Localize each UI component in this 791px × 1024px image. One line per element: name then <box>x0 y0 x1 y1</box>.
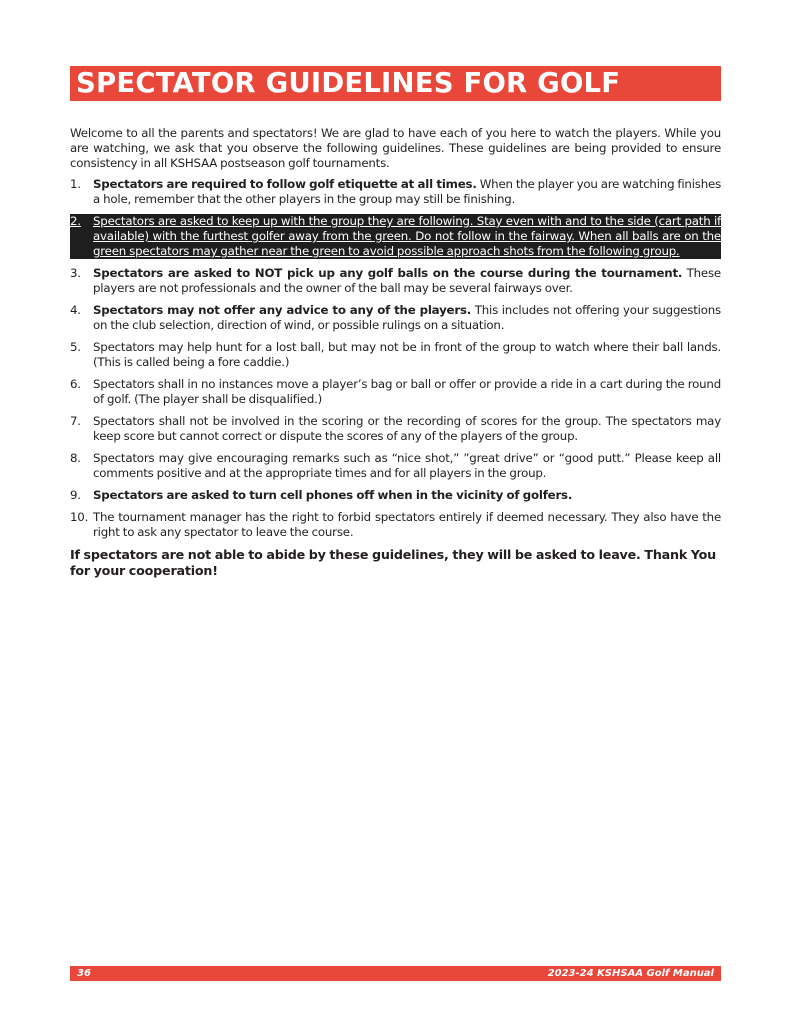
item-bold-text: Spectators are required to follow golf etiquette at all times. <box>93 177 477 191</box>
item-text: The tournament manager has the right to forbid spectators entirely if deemed necessary. They also have the right to ask any spectator to leave the course. <box>93 510 721 539</box>
item-body <box>93 510 721 540</box>
page-title: SPECTATOR GUIDELINES FOR GOLF <box>76 67 621 99</box>
item-text: Spectators may give encouraging remarks such as “nice shot,” ”great drive” or “good putt.” Please keep all comments positive and at the appropriate times and for all players in the group. <box>93 451 721 480</box>
item-text: Spectators shall in no instances move a player’s bag or ball or offer or provide a ride in a cart during the round of golf. (The player shall be disqualified.) <box>93 377 721 406</box>
item-number: 5. <box>70 340 81 354</box>
intro-paragraph: Welcome to all the parents and spectators! We are glad to have each of you here to watch the players. While you are watching, we ask that you observe the following guidelines. These guidelines are being provided to ensure consistency in all KSHSAA postseason golf tournaments. <box>70 126 721 170</box>
item-text: When the player you are watching finishes a hole, remember that the other players in the group may still be finishing. <box>93 177 722 206</box>
item-body <box>93 451 721 481</box>
list-item <box>70 177 721 207</box>
item-number: 2. <box>70 214 81 228</box>
item-number: 1. <box>70 177 81 191</box>
item-text: This includes not offering your suggestions on the club selection, direction of wind, or possible rulings on a situation. <box>93 303 721 332</box>
list-item-highlighted <box>70 214 721 259</box>
list-item <box>70 303 721 333</box>
item-body <box>93 177 721 207</box>
list-item <box>70 451 721 481</box>
item-number: 6. <box>70 377 81 391</box>
item-text: Spectators are asked to keep up with the group they are following. Stay even with and to the side (cart path if available) with the furthest golfer away from the green. Do not follow in the fairway. When all balls are on the green spectators may gather near the green to avoid possible approach shots from the following group. <box>93 214 721 258</box>
guidelines-list <box>70 177 721 540</box>
item-number: 3. <box>70 266 81 280</box>
closing-statement: If spectators are not able to abide by these guidelines, they will be asked to leave. Thank You for your cooperation! <box>70 547 716 578</box>
title-bar <box>70 66 721 101</box>
item-body <box>93 340 721 370</box>
item-number: 7. <box>70 414 81 428</box>
item-body <box>93 414 721 444</box>
item-body <box>93 303 721 333</box>
item-text: Spectators may help hunt for a lost ball, but may not be in front of the group to watch where their ball lands. (This is called being a fore caddie.) <box>93 340 721 369</box>
manual-title: 2023-24 KSHSAA Golf Manual <box>547 968 714 979</box>
list-item <box>70 266 721 296</box>
item-number: 8. <box>70 451 81 465</box>
item-number: 10. <box>70 510 89 524</box>
content <box>70 126 721 592</box>
list-item <box>70 414 721 444</box>
item-body <box>93 377 721 407</box>
item-body <box>93 266 721 296</box>
item-body <box>93 488 721 503</box>
footer-bar <box>70 966 721 981</box>
item-text: These players are not professionals and the owner of the ball may be several fairways over. <box>93 266 721 295</box>
item-number: 4. <box>70 303 81 317</box>
list-item <box>70 377 721 407</box>
item-text: Spectators shall not be involved in the scoring or the recording of scores for the group. The spectators may keep score but cannot correct or dispute the scores of any of the players of the group. <box>93 414 721 443</box>
list-item <box>70 488 721 503</box>
item-number: 9. <box>70 488 81 502</box>
item-bold-text: Spectators may not offer any advice to any of the players. <box>93 303 472 317</box>
page-number: 36 <box>77 968 91 979</box>
item-bold-text: Spectators are asked to NOT pick up any golf balls on the course during the tournament. <box>93 266 683 280</box>
list-item <box>70 340 721 370</box>
list-item <box>70 510 721 540</box>
item-bold-text: Spectators are asked to turn cell phones off when in the vicinity of golfers. <box>93 488 573 502</box>
item-body <box>93 214 721 259</box>
